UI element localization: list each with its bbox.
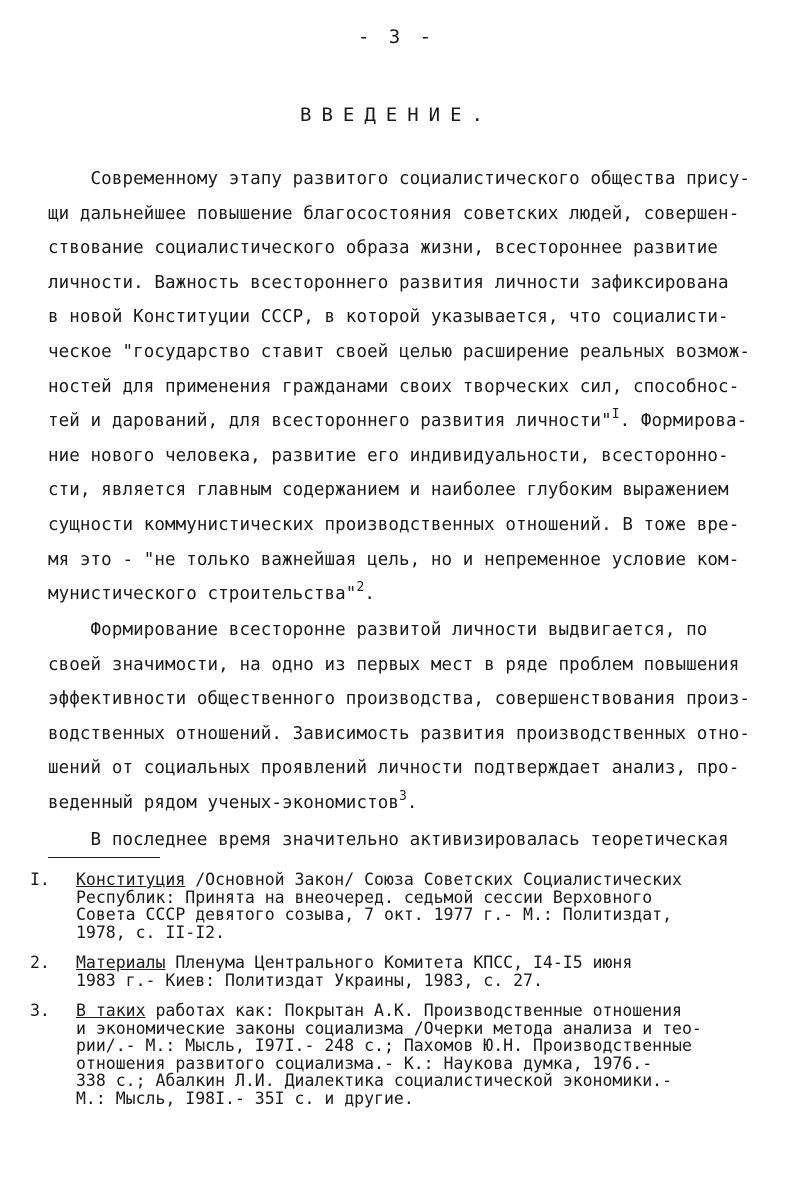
footnote-divider (48, 857, 160, 858)
footnote-ref-2: 2 (356, 580, 365, 596)
footnote-line: 1978, с. II-I2. (76, 922, 226, 942)
text-line: Современному этапу развитого социалистического общества прису- (48, 169, 750, 189)
line-text: веденный рядом ученых-экономистов (48, 792, 399, 813)
text-line: эффективности общественного производства, совершенствования произ- (48, 689, 750, 710)
footnote-line (76, 954, 760, 972)
footnote-line: Совета СССР девятого созыва, 7 окт. 1977 г.- М.: Политиздат, (76, 905, 673, 924)
text-line: Формирование всесторонне развитой личности выдвигается, по (48, 620, 708, 640)
footnote-line: 1983 г.- Киев: Политиздат Украины, 1983, с. 27. (76, 970, 543, 990)
text-line: сти, является главным содержанием и наиболее глубоким выражением (48, 480, 729, 501)
text-line: водственных отношений. Зависимость развития производственных отно- (48, 723, 750, 744)
footnotes (30, 871, 760, 1120)
footnote-number: 2. (30, 953, 50, 972)
line-text: . (364, 584, 376, 605)
text-line: шений от социальных проявлений личности подтверждает анализ, про- (48, 758, 740, 779)
text-line: ствование социалистического образа жизни, всестороннее развитие (48, 238, 719, 259)
text-line: своей значимости, на одно из первых мест в ряде проблем повышения (48, 654, 740, 675)
text-line: В последнее время значительно активизировалась теоретическая (48, 830, 729, 850)
footnote-line (76, 1002, 760, 1020)
footnote-line: Республик: Принята на внеочеред. седьмой сессии Верховного (76, 887, 653, 907)
footnote-line: и экономические законы социализма /Очерки метода анализа и тео- (76, 1018, 702, 1038)
footnote-line: рии/.- М.: Мысль, I97I.- 248 с.; Пахомов Ю.Н. Производственные (76, 1036, 692, 1055)
text-line: мя это - "не только важнейшая цель, но и непременное условие ком- (48, 549, 740, 570)
footnote-underlined-text: Материалы (76, 953, 166, 972)
text-line: в новой Конституции СССР, в которой указывается, что социалисти- (48, 307, 729, 328)
footnote-number: 3. (30, 1001, 50, 1020)
paragraph-1 (48, 162, 748, 612)
footnote-ref-3: 3 (398, 788, 407, 804)
footnote-ref-1: I (611, 407, 620, 423)
footnote-underlined-text: В таких (76, 1001, 146, 1020)
footnote-2 (30, 954, 760, 989)
line-text: мунистического строительства" (48, 584, 357, 605)
line-text: тей и дарований, для всестороннего развития личности" (48, 411, 612, 432)
page-number: - 3 - (357, 26, 436, 48)
line-text: . (406, 792, 418, 813)
paragraph-3 (48, 823, 748, 858)
paragraph-2 (48, 613, 748, 821)
text-line-with-footnote-ref (48, 404, 748, 439)
section-heading: ВВЕДЕНИЕ. (300, 104, 493, 126)
text-line: ческое "государство ставит своей целью расширение реальных возмож- (48, 341, 750, 362)
footnote-number: I. (30, 870, 50, 889)
text-line: личности. Важность всестороннего развития личности зафиксирована (48, 272, 729, 293)
footnote-text: Пленума Центрального Комитета КПСС, I4-I5 июня (165, 953, 633, 972)
text-line: щи дальнейшее повышение благосостояния советских людей, совершен- (48, 203, 740, 224)
footnote-line: 338 с.; Абалкин Л.И. Диалектика социалистической экономики.- (76, 1071, 673, 1090)
line-text: . Формирова- (619, 411, 748, 432)
footnote-text: /Основной Закон/ Союза Советских Социалистических (185, 870, 682, 889)
footnote-3 (30, 1002, 760, 1107)
footnote-underlined-text: Конституция (76, 870, 186, 889)
text-line: сущности коммунистических производственных отношений. В тоже вре- (48, 514, 740, 535)
footnote-text: работах как: Покрытан А.К. Производственные отношения (145, 1001, 682, 1020)
footnote-line: М.: Мысль, I98I.- 35I с. и другие. (76, 1088, 414, 1108)
text-line: ностей для применения гражданами своих творческих сил, способнос- (48, 376, 740, 397)
footnote-1 (30, 871, 760, 941)
footnote-line: отношения развитого социализма.- К.: Наукова думка, 1976.- (76, 1053, 653, 1073)
text-line: ние нового человека, развитие его индивидуальности, всесторонно- (48, 445, 729, 466)
footnote-line (76, 871, 760, 889)
text-line-with-footnote-ref (48, 577, 748, 612)
text-line-with-footnote-ref (48, 786, 748, 821)
